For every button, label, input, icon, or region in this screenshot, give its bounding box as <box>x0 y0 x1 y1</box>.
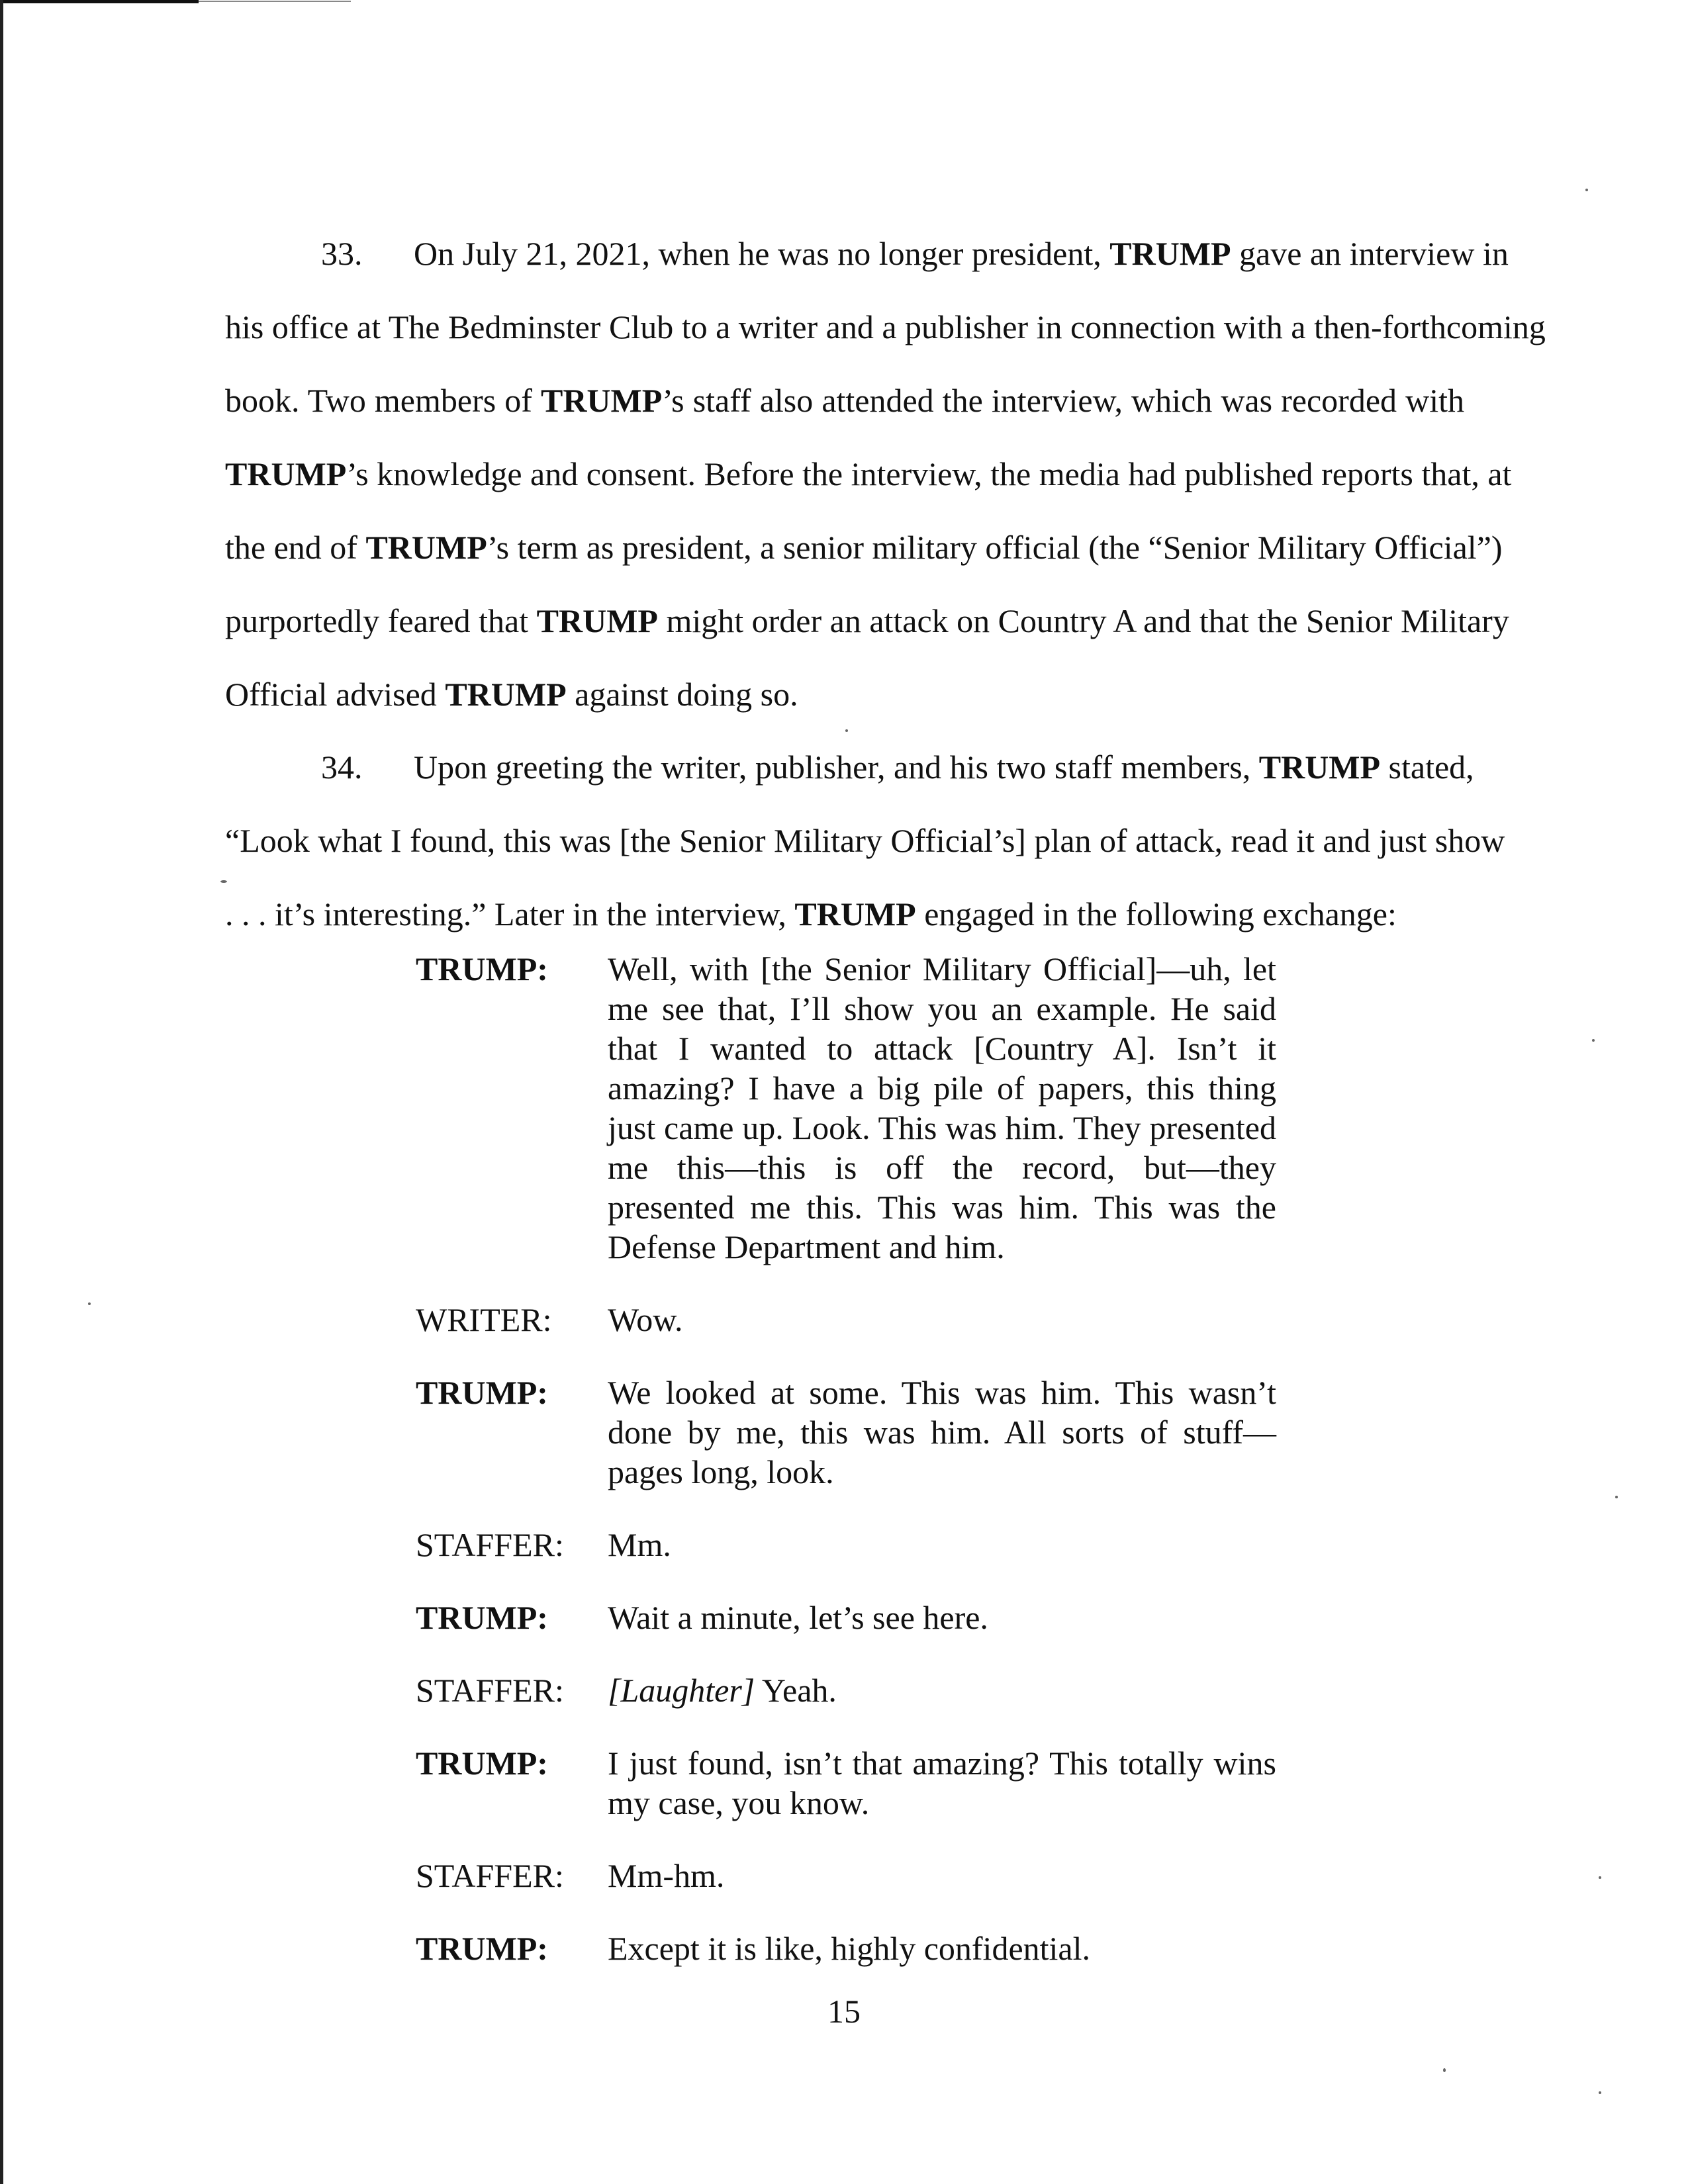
speaker-label: TRUMP: <box>416 1930 548 1967</box>
interview-exchange <box>416 949 1276 2001</box>
paragraph-number: 33. <box>321 235 363 272</box>
exchange-entry <box>416 1743 1276 1823</box>
exchange-entry <box>416 1300 1276 1340</box>
paragraph-line: book. Two members of TRUMP’s staff also attended the interview, which was recorded with <box>225 382 1464 419</box>
scan-speck <box>1599 1876 1601 1879</box>
exchange-entry <box>416 1929 1276 1968</box>
paragraph-line: 33. On July 21, 2021, when he was no longer president, TRUMP gave an interview in <box>225 217 1464 291</box>
scan-speck <box>1585 189 1588 191</box>
page-number: 15 <box>827 1993 861 2030</box>
paragraph-line: 34. Upon greeting the writer, publisher, and his two staff members, TRUMP stated, <box>225 731 1464 804</box>
scan-artifact-top-line <box>0 0 199 3</box>
paragraph-line: . . . it’s interesting.” Later in the interview, TRUMP engaged in the following exchange: <box>225 895 1397 933</box>
exchange-entry <box>416 1373 1276 1492</box>
paragraph-34 <box>225 731 1505 951</box>
speech-text: Wow. <box>608 1301 683 1338</box>
scan-speck <box>1592 1039 1595 1042</box>
exchange-entry <box>416 949 1276 1267</box>
paragraph-line: his office at The Bedminster Club to a writer and a publisher in connection with a then-forthcoming <box>225 308 1546 345</box>
paragraph-line: purportedly feared that TRUMP might order an attack on Country A and that the Senior Military <box>225 602 1509 639</box>
speech-text: Mm-hm. <box>608 1857 725 1894</box>
exchange-entry <box>416 1856 1276 1895</box>
speaker-label: TRUMP: <box>416 1599 548 1636</box>
scan-speck <box>1443 2068 1446 2072</box>
speech-text: Except it is like, highly confidential. <box>608 1930 1091 1967</box>
speaker-label: STAFFER: <box>416 1672 564 1709</box>
paragraph-33 <box>225 217 1546 731</box>
speech-text: Mm. <box>608 1526 671 1563</box>
speech-text: [Laughter] Yeah. <box>608 1672 837 1709</box>
scan-speck <box>1599 2091 1601 2094</box>
stage-direction: [Laughter] <box>608 1672 755 1709</box>
speech-text: We looked at some. This was him. This wasn’t done by me, this was him. All sorts of stuff—pages long, look. <box>608 1374 1276 1490</box>
speaker-label: STAFFER: <box>416 1857 564 1894</box>
paragraph-line: TRUMP’s knowledge and consent. Before the interview, the media had published reports that, at <box>225 455 1512 492</box>
scan-artifact-top-line-faint <box>199 1 351 2</box>
paragraph-line: the end of TRUMP’s term as president, a senior military official (the “Senior Military Official”) <box>225 529 1503 566</box>
speaker-label: TRUMP: <box>416 1374 548 1411</box>
speaker-label: WRITER: <box>416 1301 552 1338</box>
scan-artifact-left-edge <box>0 0 3 2184</box>
exchange-entry <box>416 1670 1276 1710</box>
scan-speck <box>88 1302 91 1305</box>
speaker-label: TRUMP: <box>416 1745 548 1782</box>
paragraph-line: “Look what I found, this was [the Senior Military Official’s] plan of attack, read it and just show <box>225 822 1505 859</box>
speech-text: I just found, isn’t that amazing? This totally wins my case, you know. <box>608 1745 1276 1821</box>
speaker-label: STAFFER: <box>416 1526 564 1563</box>
speech-text: Well, with [the Senior Military Official]—uh, let me see that, I’ll show you an example. He said that I wanted to attack [Country A]. Isn’t it amazing? I have a big pile of papers, this thing just came up. Look. This was him. They presented me this—this is off the record, but—they presented me this. This was him. This was the Defense Department and him. <box>608 950 1276 1265</box>
paragraph-line: Official advised TRUMP against doing so. <box>225 676 798 713</box>
speaker-label: TRUMP: <box>416 950 548 987</box>
speech-text: Wait a minute, let’s see here. <box>608 1599 988 1636</box>
paragraph-number: 34. <box>321 749 363 786</box>
exchange-entry <box>416 1525 1276 1565</box>
scan-speck <box>1615 1496 1618 1498</box>
exchange-entry <box>416 1598 1276 1637</box>
